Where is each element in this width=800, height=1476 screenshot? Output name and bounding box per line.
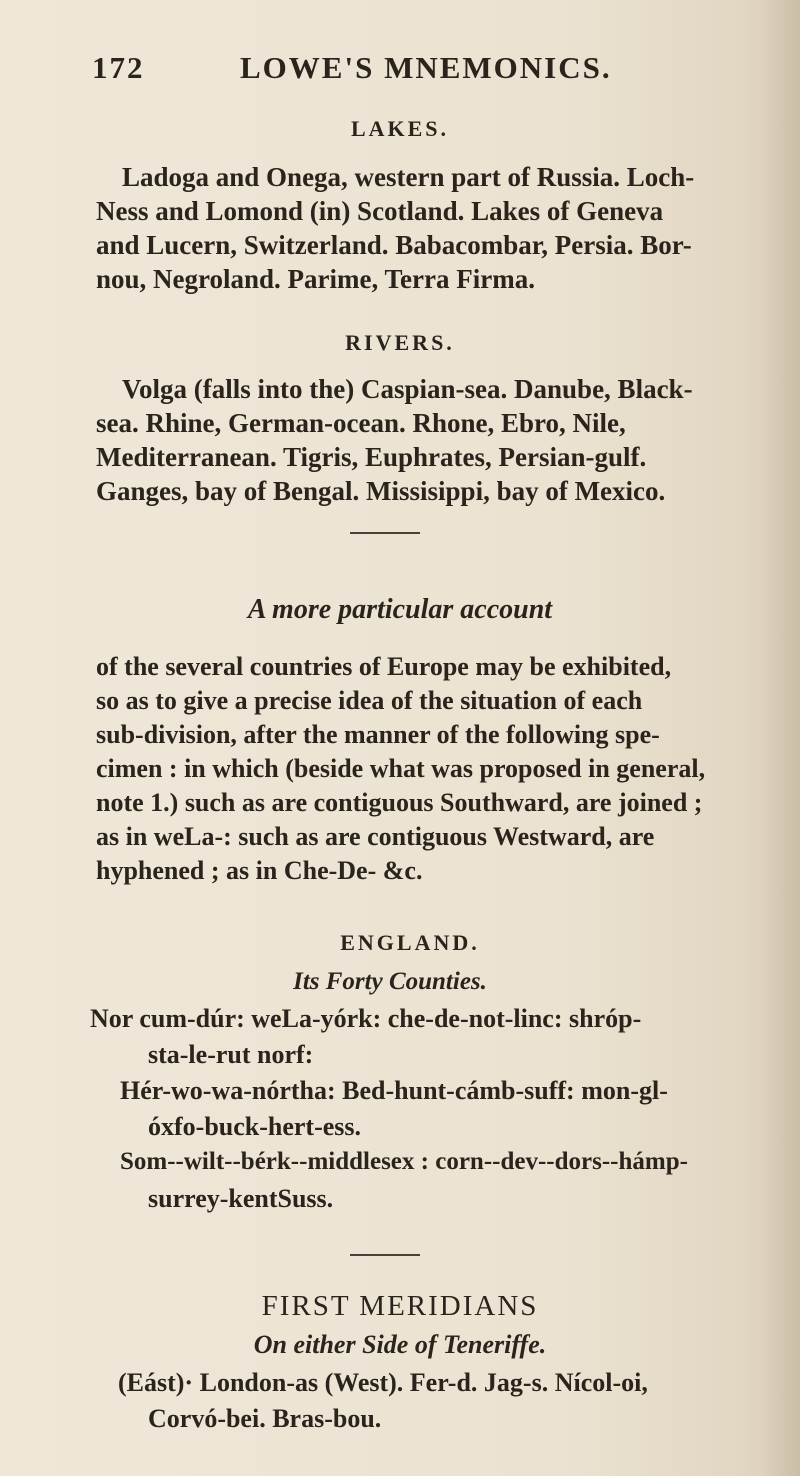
england-subheading: Its Forty Counties. xyxy=(293,968,487,995)
account-line: of the several countries of Europe may be exhibited, xyxy=(96,652,672,681)
england-line: Hér-wo-wa-nórtha: Bed-hunt-cámb-suff: mon-gl- xyxy=(120,1076,668,1105)
section-divider xyxy=(350,532,420,534)
page-number: 172 xyxy=(92,50,145,85)
account-line: sub-division, after the manner of the following spe- xyxy=(96,720,660,749)
account-line: note 1.) such as are contiguous Southward, are joined ; xyxy=(96,788,703,817)
account-paragraph xyxy=(96,650,736,888)
section-divider xyxy=(350,1254,420,1256)
rivers-paragraph xyxy=(96,372,736,508)
england-line: Som--wilt--bérk--middlesex : corn--dev--dors--hámp- xyxy=(120,1148,688,1175)
lakes-paragraph xyxy=(96,160,736,296)
meridians-subheading: On either Side of Teneriffe. xyxy=(253,1330,547,1359)
meridians-line: (Eást)· London-as (West). Fer-d. Jag-s. Nícol-oi, xyxy=(118,1368,648,1397)
lakes-line: Ness and Lomond (in) Scotland. Lakes of Geneva xyxy=(96,196,664,226)
england-line: sta-le-rut norf: xyxy=(148,1040,314,1069)
rivers-line: Mediterranean. Tigris, Euphrates, Persian-gulf. xyxy=(96,442,647,472)
england-heading: ENGLAND. xyxy=(340,930,480,955)
lakes-heading: LAKES. xyxy=(350,116,450,141)
account-line: hyphened ; as in Che-De- &c. xyxy=(96,856,423,885)
page-header xyxy=(92,50,752,100)
account-heading: A more particular account xyxy=(247,594,553,625)
england-line: Nor cum-dúr: weLa-yórk: che-de-not-linc: shróp- xyxy=(90,1004,642,1033)
account-line: so as to give a precise idea of the situation of each xyxy=(96,686,643,715)
england-line: surrey-kentSuss. xyxy=(148,1184,334,1213)
rivers-line: Volga (falls into the) Caspian-sea. Danube, Black- xyxy=(122,374,693,404)
rivers-line: Ganges, bay of Bengal. Missisippi, bay of Mexico. xyxy=(96,476,666,506)
meridians-heading: FIRST MERIDIANS xyxy=(261,1290,539,1322)
rivers-line: sea. Rhine, German-ocean. Rhone, Ebro, Nile, xyxy=(96,408,626,438)
meridians-line: Corvó-bei. Bras-bou. xyxy=(148,1404,382,1433)
england-line: óxfo-buck-hert-ess. xyxy=(148,1112,362,1141)
lakes-line: Ladoga and Onega, western part of Russia. Loch- xyxy=(122,162,695,192)
page-shadow xyxy=(760,0,800,1476)
running-title: LOWE'S MNEMONICS. xyxy=(240,50,612,85)
account-line: cimen : in which (beside what was proposed in general, xyxy=(96,754,706,783)
lakes-line: and Lucern, Switzerland. Babacombar, Persia. Bor- xyxy=(96,230,692,260)
lakes-line: nou, Negroland. Parime, Terra Firma. xyxy=(96,264,535,294)
rivers-heading: RIVERS. xyxy=(345,330,455,355)
account-line: as in weLa-: such as are contiguous Westward, are xyxy=(96,822,655,851)
